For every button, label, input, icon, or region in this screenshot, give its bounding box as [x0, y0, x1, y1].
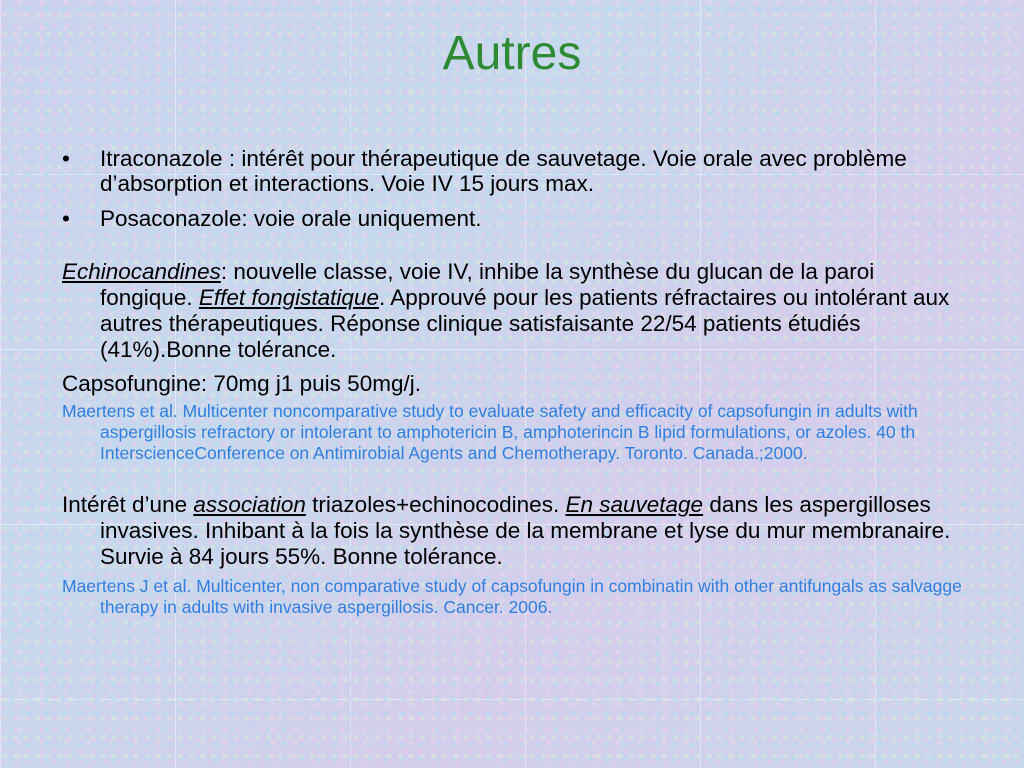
bullet-marker: •: [62, 146, 70, 171]
association-term: association: [193, 492, 306, 517]
bullet-text: Itraconazole : intérêt pour thérapeutique de sauvetage. Voie orale avec problème d’absorption et interactions. Voie IV 15 jours max.: [100, 146, 907, 196]
reference-maertens-2000: Maertens et al. Multicenter noncomparative study to evaluate safety and efficacity of capsofungin in adults with aspergillosis refractory or intolerant to amphotericin B, amphoterincin B lipid formulations, or azoles. 40 th InterscienceConference on Antimirobial Agents and Chemotherapy. Toronto. Canada.;2000.: [62, 401, 918, 463]
echinocandines-paragraph: [62, 259, 962, 363]
echinocandines-text-1: : nouvelle classe, voie IV, inhibe la synthèse du glucan de la paroi fongique.: [100, 259, 875, 310]
effet-fongistatique: Effet fongistatique: [198, 285, 379, 310]
association-text-3: dans les aspergilloses invasives. Inhibant à la fois la synthèse de la membrane et lyse du mur membranaire. Survie à 84 jours 55%. Bonne tolérance.: [100, 492, 951, 569]
bullet-itraconazole: [62, 146, 962, 196]
association-paragraph: [62, 492, 962, 570]
slide-content: [62, 146, 962, 618]
en-sauvetage: En sauvetage: [565, 492, 704, 517]
bullet-posaconazole: [62, 206, 962, 231]
bullet-text: Posaconazole: voie orale uniquement.: [100, 206, 482, 231]
association-text-2: triazoles+echinocodines.: [305, 492, 566, 517]
echinocandines-term: Echinocandines: [62, 259, 221, 284]
capsofungine-dosage: Capsofungine: 70mg j1 puis 50mg/j.: [62, 371, 421, 396]
association-text-1: Intérêt d’une: [62, 492, 194, 517]
echinocandines-text-2: . Approuvé pour les patients réfractaires ou intolérant aux autres thérapeutiques. Réponse clinique satisfaisante 22/54 patients étudiés (41%).Bonne tolérance.: [100, 285, 950, 362]
reference-maertens-2006: Maertens J et al. Multicenter, non comparative study of capsofungin in combinatin with other antifungals as salvagge therapy in adults with invasive aspergillosis. Cancer. 2006.: [62, 576, 962, 617]
bullet-list: [62, 146, 962, 231]
slide-title: Autres: [442, 27, 582, 80]
bullet-marker: •: [62, 206, 70, 231]
